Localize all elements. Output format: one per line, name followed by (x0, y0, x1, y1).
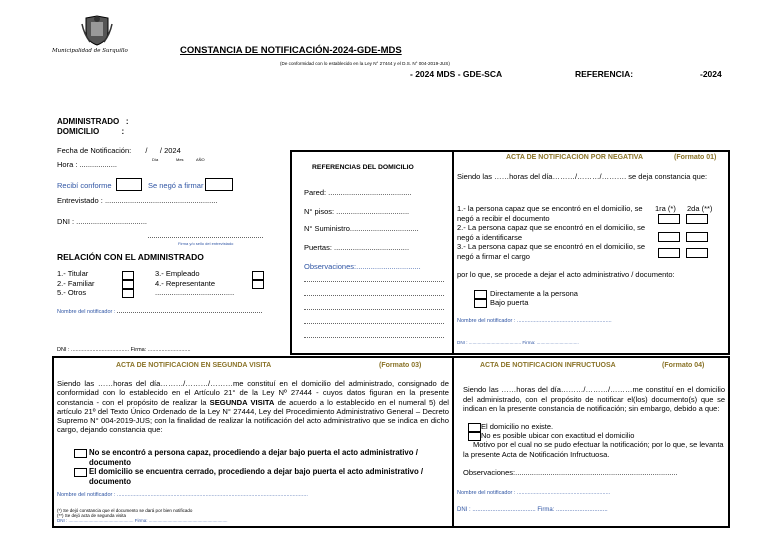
recibi-row (57, 181, 112, 191)
rel-empleado: 3.- Empleado (155, 269, 200, 278)
fecha-dia: Día (152, 157, 159, 162)
recibi-label: Recibí conforme (57, 181, 112, 190)
obs-line-4[interactable] (304, 323, 444, 324)
entrevistado-field[interactable]: Entrevistado : ...................................................... (57, 196, 218, 205)
obs-line-2[interactable] (304, 295, 444, 296)
administrado-label: ADMINISTRADO : (57, 117, 129, 126)
segunda-format: (Formato 03) (379, 362, 422, 369)
dni-firma-left[interactable]: DNI : ...................................... Firma: ............................ (57, 347, 191, 353)
fecha-mes: Mes (176, 157, 184, 162)
segunda-opt1-label: No se encontró a persona capaz, procediendo a dejar bajo puerta el acto administrativo / documento (89, 448, 418, 467)
segunda-body-c: de acuerdo a lo establecido en el numeral 5) del artículo 21º del Texto Único Ordenado de la Ley N° 27444, Ley del Procedimiento Administrativo General – Decreto Supremo N° 004-2019-JUS; con la finalidad de realizar la notificación del acto administrativo que se indica en dicho cargo, dejando constancia que: (57, 397, 449, 435)
notificador-left-line[interactable] (117, 312, 262, 313)
rel-otros-checkbox[interactable] (122, 289, 134, 298)
recibi-checkbox[interactable] (116, 178, 142, 191)
negativa-bajo-puerta-checkbox[interactable] (474, 299, 487, 308)
reference-label: REFERENCIA: (575, 69, 634, 79)
municipal-crest-icon (80, 14, 114, 46)
nego-checkbox[interactable] (205, 178, 233, 191)
fecha-label: Fecha de Notificación: (57, 146, 132, 155)
infructuosa-format: (Formato 04) (662, 362, 705, 369)
suministro-field[interactable]: N° Suministro................................. (304, 224, 419, 233)
negativa-notificador[interactable]: Nombre del notificador : .............................................................. (457, 318, 612, 324)
rel-familiar: 2.- Familiar (57, 278, 95, 288)
infructuosa-opt2-label: No es posible ubicar con exactitud el domicilio (481, 431, 635, 440)
segunda-body (57, 379, 449, 435)
acta-negativa-box (452, 150, 730, 355)
negativa-2-2da-checkbox[interactable] (686, 232, 708, 242)
segunda-opt1-checkbox[interactable] (74, 449, 87, 458)
notificador-left-row (57, 309, 262, 315)
negativa-title: ACTA DE NOTIFICACION POR NEGATIVA (506, 154, 644, 161)
rel-familiar-checkbox[interactable] (122, 280, 134, 289)
rel-empleado-checkbox[interactable] (252, 271, 264, 280)
segunda-note-1: (*) Se dejó constancia que el documento se dará por bien notificado (57, 508, 193, 513)
negativa-procede: por lo que, se procede a dejar el acto administrativo / documento: (457, 270, 675, 279)
acta-infructuosa-box (452, 356, 730, 528)
infructuosa-observaciones[interactable]: Observaciones:.............................................................................. (463, 468, 678, 477)
negativa-item-3: 3.- La persona capaz que se encontró en el domicilio, se negó a firmar el cargo (457, 242, 646, 261)
reference-value: -2024 (700, 69, 722, 79)
negativa-3-1ra-checkbox[interactable] (658, 248, 680, 258)
document-title: CONSTANCIA DE NOTIFICACIÓN-2024-GDE-MDS (180, 45, 402, 56)
logo-caption: Municipalidad de Surquillo (52, 48, 128, 54)
document-subtitle: (De conformidad con lo establecido en la Ley N° 27444 y el D.S. N° 004-2019-JUS) (280, 61, 450, 66)
obs-line-3[interactable] (304, 309, 444, 310)
negativa-directa-label: Directamente a la persona (490, 289, 578, 298)
negativa-col-2da: 2da (**) (687, 204, 713, 213)
nego-label: Se negó a firmar (148, 181, 204, 190)
fecha-anio: AÑO (196, 157, 205, 162)
segunda-dni-firma[interactable]: DNI : .................................................... Firma: ............................................................... (57, 518, 228, 523)
domicilio-label: DOMICILIO : (57, 127, 125, 136)
negativa-intro: Siendo las ……horas del día………/………/………. se deja constancia que: (457, 172, 708, 181)
negativa-opt-puerta-row (474, 298, 528, 308)
firma-entrevistado-caption: Firma y/o sello del entrevistado (178, 241, 234, 246)
negativa-bajo-puerta-label: Bajo puerta (490, 298, 529, 307)
pisos-field[interactable]: N° pisos: ................................... (304, 207, 410, 216)
acta-segunda-visita-box (52, 356, 454, 528)
rel-representante: 4.- Representante (155, 278, 216, 288)
fecha-value: / / 2024 (145, 146, 181, 155)
document-code: - 2024 MDS - GDE-SCA (410, 69, 503, 79)
infructuosa-notificador[interactable]: Nombre del notificador : ............................................................. (457, 490, 611, 496)
negativa-3-2da-checkbox[interactable] (686, 248, 708, 258)
notificador-left-label: Nombre del notificador : (57, 309, 116, 315)
hora-field[interactable]: Hora : .................. (57, 160, 118, 169)
infructuosa-body: Siendo las ……horas del día………/………/………me constituí en el domicilio del administrado, con el propósito de notificar el(los) documento(s) que se indican en la presente constancia de notificación; sin embargo, debido a que: (463, 385, 725, 413)
rel-col-2 (155, 269, 234, 298)
puertas-field[interactable]: Puertas: .................................... (304, 243, 410, 252)
negativa-format: (Formato 01) (674, 154, 717, 161)
obs-line-5[interactable] (304, 337, 444, 338)
segunda-body-b: SEGUNDA VISITA (209, 397, 275, 407)
negativa-col-1ra: 1ra (*) (655, 204, 676, 213)
segunda-body-a: Siendo las ……horas del día………/………/………me constituí en el domicilio del administrado, consignado de conformidad con lo establecido en el Artículo 21° de la Ley Nº 27444 - cuyos datos figuran en la presente constancia - con el propósito de realizar la (57, 379, 449, 407)
rel-representante-checkbox[interactable] (252, 280, 264, 289)
referencias-title: REFERENCIAS DEL DOMICILIO (312, 164, 414, 171)
fecha-row (57, 146, 181, 156)
relacion-title: RELACIÓN CON EL ADMINISTRADO (57, 252, 204, 262)
rel-otros-dots: ...................................... (155, 288, 235, 297)
segunda-opt2-label: El domicilio se encuentra cerrado, procediendo a dejar bajo puerta el acto administrativo / documento (89, 467, 424, 486)
signature-line (148, 237, 263, 238)
negativa-dni-firma[interactable]: DNI : ......................................... Firma: ................................. (457, 340, 579, 345)
infructuosa-dni-firma[interactable]: DNI : ...................................... Firma: ............................... (457, 507, 608, 513)
infructuosa-opt1-label: El domicilio no existe. (481, 422, 554, 431)
pared-field[interactable]: Pared: ........................................ (304, 188, 412, 197)
negativa-item-2: 2.- La persona capaz que se encontró en el domicilio, se negó a identificarse (457, 223, 646, 242)
rel-titular-checkbox[interactable] (122, 271, 134, 280)
segunda-notificador[interactable]: Nombre del notificador : ............................................................................................................................. (57, 492, 308, 498)
negativa-2-1ra-checkbox[interactable] (658, 232, 680, 242)
rel-otros: 5.- Otros (57, 288, 87, 297)
infructuosa-motivo: Motivo por el cual no se pudo efectuar la notificación; por lo que, se levanta la presente Acta de Notificación Infructuosa. (463, 440, 724, 459)
rel-titular: 1.- Titular (57, 269, 89, 278)
infructuosa-title: ACTA DE NOTIFICACION INFRUCTUOSA (480, 362, 616, 369)
segunda-note-2: (**) Se dejó acta de segunda visita (57, 513, 127, 518)
negativa-item-1: 1.- la persona capaz que se encontró en el domicilio, se negó a recibir el documento (457, 204, 643, 223)
negativa-1-2da-checkbox[interactable] (686, 214, 708, 224)
segunda-title: ACTA DE NOTIFICACION EN SEGUNDA VISITA (116, 362, 272, 369)
referencias-domicilio-box (290, 150, 453, 355)
segunda-opt2-checkbox[interactable] (74, 468, 87, 477)
rel-col-1 (57, 269, 95, 298)
observaciones-field[interactable]: Observaciones:............................... (304, 262, 421, 271)
negativa-1-1ra-checkbox[interactable] (658, 214, 680, 224)
obs-line-1[interactable] (304, 281, 444, 282)
dni-field[interactable]: DNI : .................................. (57, 217, 148, 226)
